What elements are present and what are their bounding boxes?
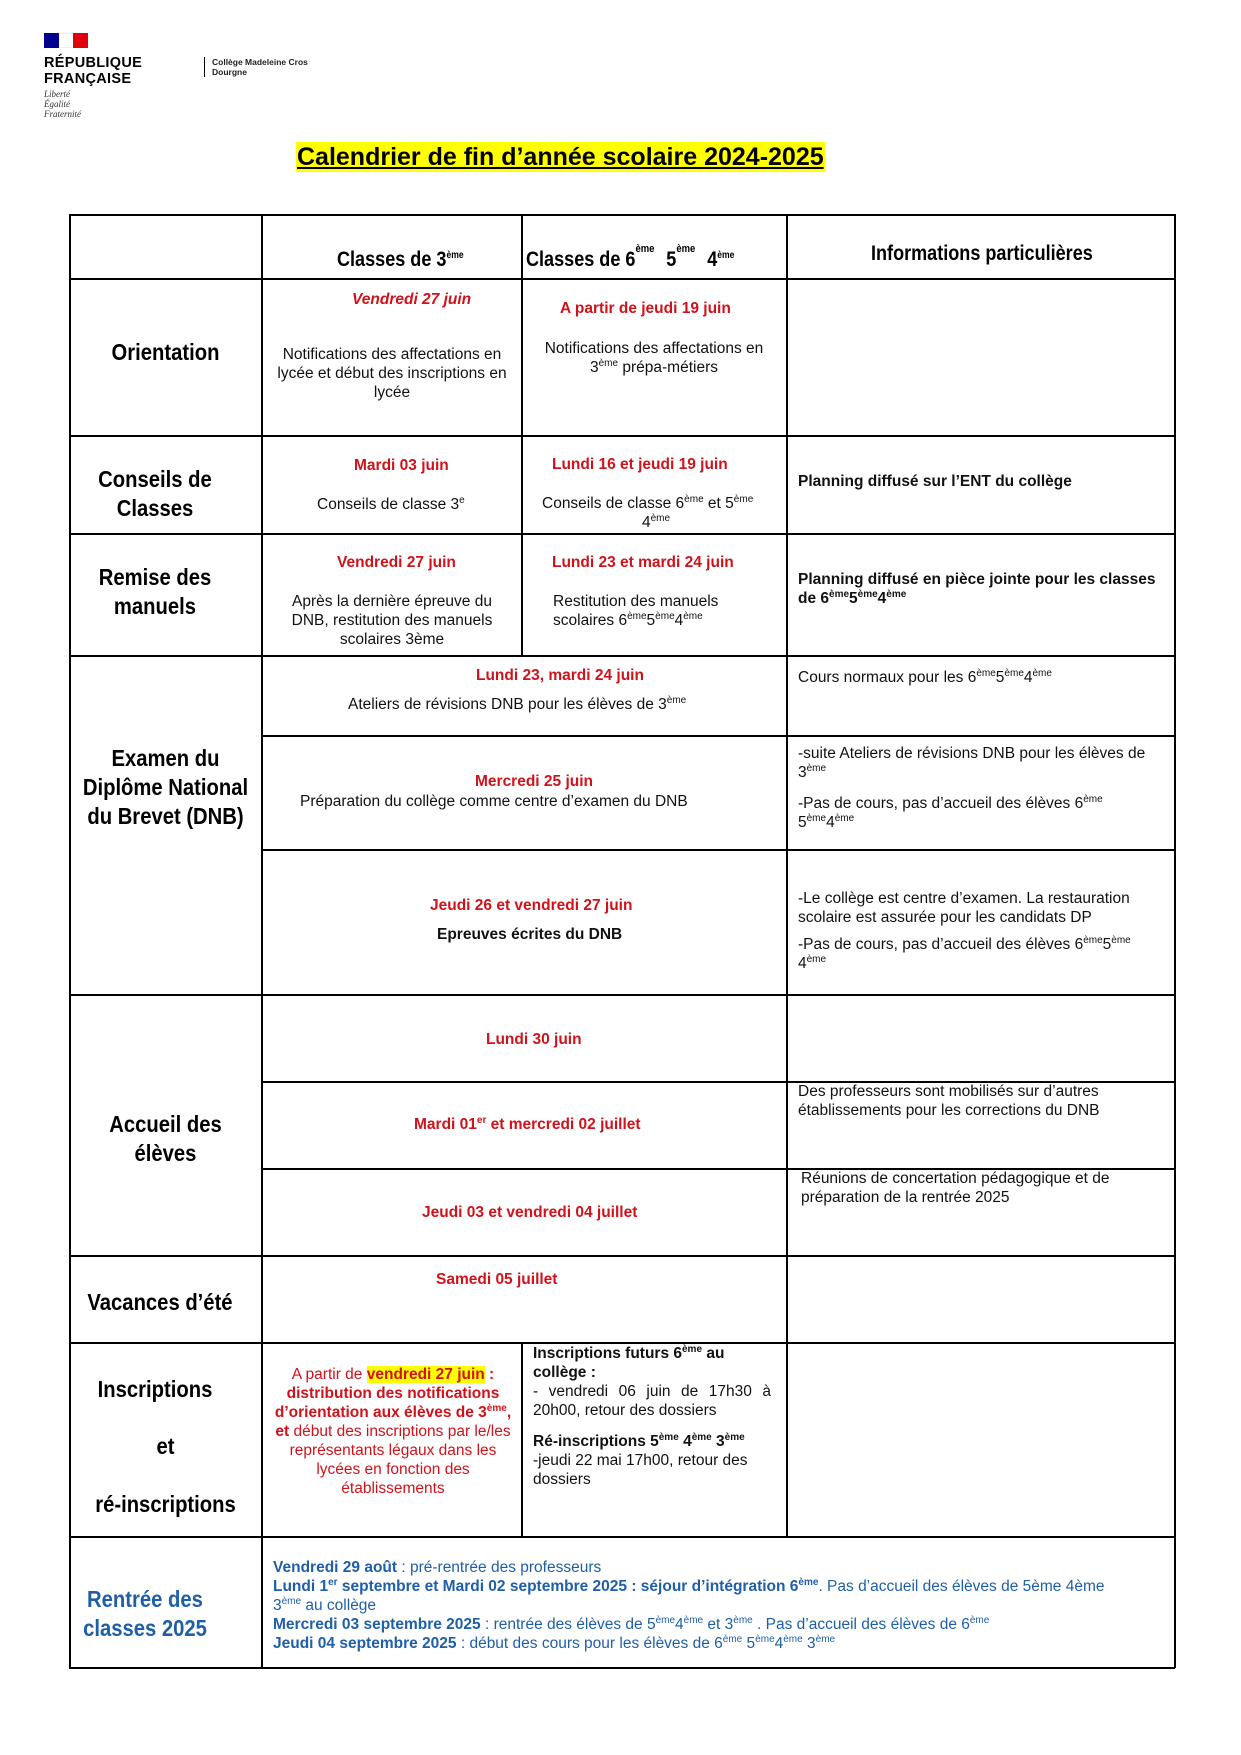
remise-654-date: Lundi 23 et mardi 24 juin xyxy=(552,554,734,571)
row-label-remise: Remise des manuels xyxy=(98,564,212,619)
accueil-r3-date: Jeudi 03 et vendredi 04 juillet xyxy=(422,1204,638,1221)
row-label-inscriptions: Inscriptions xyxy=(97,1376,213,1402)
header-classes-3: Classes de 3ème xyxy=(337,248,464,271)
remise-3-date: Vendredi 27 juin xyxy=(337,554,456,571)
college-identity: Collège Madeleine Cros Dourgne xyxy=(204,57,308,77)
row-label-conseils: Conseils de Classes xyxy=(98,466,212,521)
header-classes-654: Classes de 6ème 5ème 4ème xyxy=(526,243,735,271)
accueil-r1-date: Lundi 30 juin xyxy=(486,1031,582,1048)
inscriptions-3-text: A partir de vendredi 27 juin : distribution des notifications d’orientation aux élèves de 3ème, et début des inscriptions par le/les représentants légaux dans les lycées en fonction des établissements xyxy=(274,1366,512,1497)
accueil-r2-date: Mardi 01er et mercredi 02 juillet xyxy=(414,1114,641,1133)
marianne-flag-icon xyxy=(44,33,88,48)
conseils-654-date: Lundi 16 et jeudi 19 juin xyxy=(552,456,728,473)
vacances-date: Samedi 05 juillet xyxy=(436,1271,558,1288)
republique-text: RÉPUBLIQUE xyxy=(44,55,143,71)
remise-654-text: Restitution des manuels scolaires 6ème5ème4ème xyxy=(553,593,719,629)
remise-3-text: Après la dernière épreuve du DNB, restitution des manuels scolaires 3ème xyxy=(291,593,493,648)
conseils-info: Planning diffusé sur l’ENT du collège xyxy=(798,473,1072,490)
row-label-et: et xyxy=(156,1433,175,1459)
row-label-rentree: Rentrée des classes 2025 xyxy=(83,1586,207,1641)
dnb-r1-text: Ateliers de révisions DNB pour les élèves de 3ème xyxy=(348,694,687,713)
orientation-3-text: Notifications des affectations en lycée et début des inscriptions en lycée xyxy=(277,346,507,401)
header-informations: Informations particulières xyxy=(871,242,1093,265)
motto: Liberté Égalité Fraternité xyxy=(44,89,81,119)
row-label-accueil: Accueil des élèves xyxy=(109,1111,222,1166)
remise-info: Planning diffusé en pièce jointe pour les classes de 6ème5ème4ème xyxy=(798,571,1156,607)
dnb-r2-text: Préparation du collège comme centre d’examen du DNB xyxy=(300,793,688,810)
dnb-r1-date: Lundi 23, mardi 24 juin xyxy=(476,667,644,684)
rentree-text: Vendredi 29 août : pré-rentrée des professeurs Lundi 1er septembre et Mardi 02 septembre 2025 : séjour d’intégration 6ème. Pas d’accueil des élèves de 5ème 4ème 3ème au collège Mercredi 03 septembre 2025 : rentrée des élèves de 5ème4ème et 3ème . Pas d’accueil des élèves de 6ème Jeudi 04 septembre 2025 : début des cours pour les élèves de 6ème 5ème4ème 3ème xyxy=(273,1559,1105,1652)
row-label-reinscriptions: ré-inscriptions xyxy=(95,1491,236,1517)
orientation-654-date: A partir de jeudi 19 juin xyxy=(560,300,731,317)
dnb-r3-date: Jeudi 26 et vendredi 27 juin xyxy=(430,897,633,914)
dnb-r2-info: -suite Ateliers de révisions DNB pour les élèves de 3ème -Pas de cours, pas d’accueil des élèves 6ème 5ème4ème xyxy=(798,745,1146,831)
francaise-text: FRANÇAISE xyxy=(44,71,132,87)
conseils-3-text: Conseils de classe 3e xyxy=(317,494,465,513)
accueil-r3-info: Réunions de concertation pédagogique et de préparation de la rentrée 2025 xyxy=(801,1170,1110,1206)
row-label-vacances: Vacances d’été xyxy=(87,1289,233,1315)
orientation-654-text: Notifications des affectations en 3ème prépa-métiers xyxy=(544,340,764,376)
dnb-r3-info: -Le collège est centre d’examen. La restauration scolaire est assurée pour les candidats DP -Pas de cours, pas d’accueil des élèves 6ème5ème 4ème xyxy=(798,890,1131,972)
conseils-654-text: Conseils de classe 6ème et 5ème 4ème xyxy=(542,493,754,531)
accueil-r2-info: Des professeurs sont mobilisés sur d’autres établissements pour les corrections du DNB xyxy=(798,1083,1100,1119)
dnb-r1-info: Cours normaux pour les 6ème5ème4ème xyxy=(798,667,1052,686)
dnb-r3-text: Epreuves écrites du DNB xyxy=(437,926,623,943)
inscriptions-654-text: Inscriptions futurs 6ème au collège : - vendredi 06 juin de 17h30 à 20h00, retour des dossiers Ré-inscriptions 5ème 4ème 3ème -jeudi 22 mai 17h00, retour des dossiers xyxy=(533,1343,771,1488)
row-label-orientation: Orientation xyxy=(111,339,220,365)
conseils-3-date: Mardi 03 juin xyxy=(354,457,449,474)
dnb-r2-date: Mercredi 25 juin xyxy=(475,773,594,790)
row-label-dnb: Examen du Diplôme National du Brevet (DNB) xyxy=(82,745,249,829)
orientation-3-date: Vendredi 27 juin xyxy=(352,291,472,308)
republique-logo xyxy=(44,33,142,119)
page-title: Calendrier de fin d’année scolaire 2024-2025 xyxy=(297,143,824,171)
